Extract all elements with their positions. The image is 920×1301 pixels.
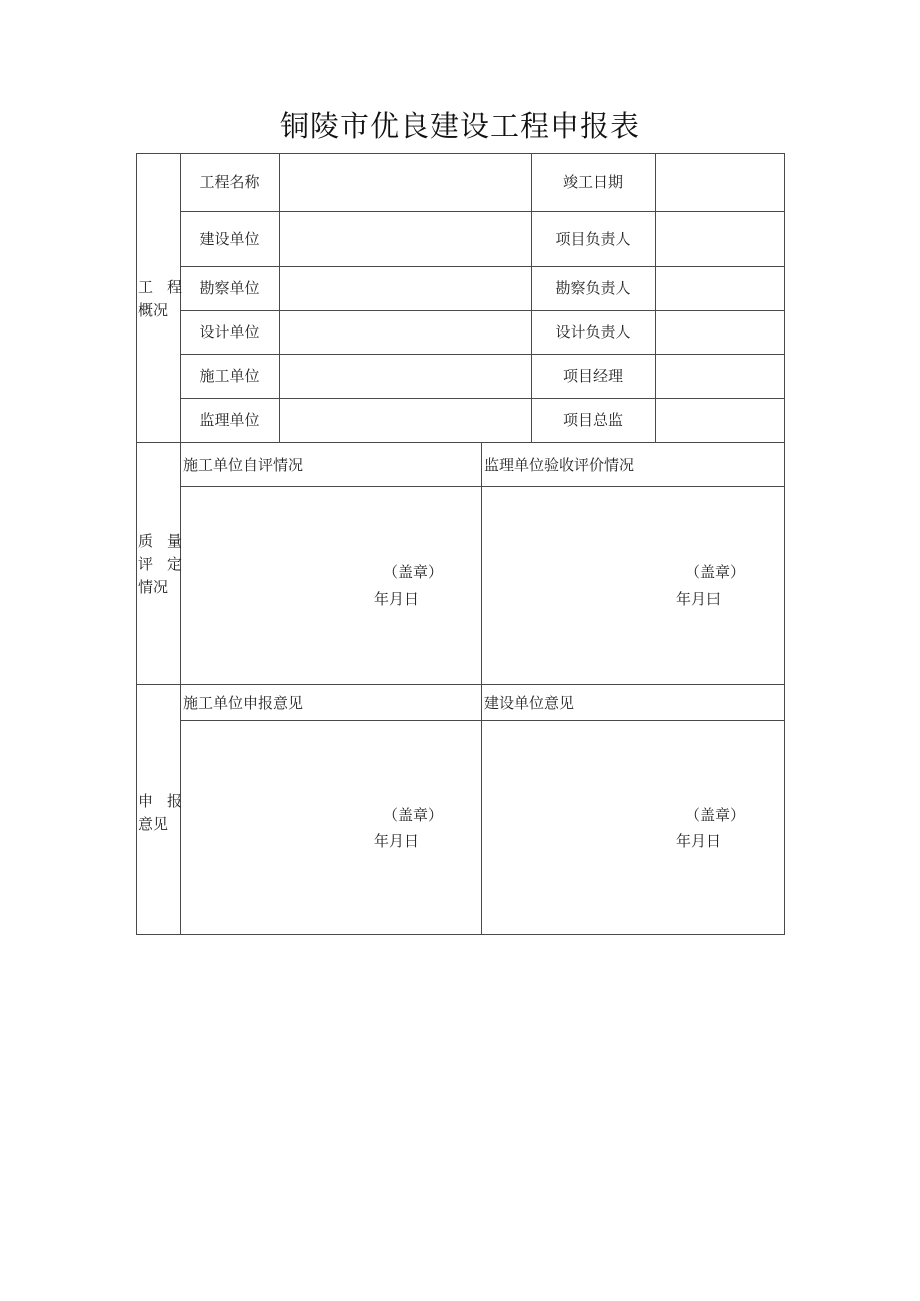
- contractor-opinion-header: 施工单位申报意见: [183, 694, 304, 712]
- design-lead-field[interactable]: [657, 312, 782, 353]
- contractor-self-eval-header: 施工单位自评情况: [183, 456, 304, 474]
- application-form-table: [136, 153, 785, 935]
- supervisor-date-label: 年月曰: [676, 590, 722, 608]
- section-label-line: 情况: [138, 578, 169, 596]
- row-divider: [180, 354, 785, 355]
- owner-opinion-area[interactable]: [483, 722, 783, 933]
- supervision-unit-label: 监理单位: [199, 411, 260, 429]
- project-manager-label: 项目负责人: [555, 230, 631, 248]
- table-border-bottom: [136, 934, 785, 935]
- section-label-line: 评 定: [138, 555, 182, 573]
- column-divider: [279, 153, 280, 442]
- contractor-opinion-seal-label: （盖章）: [383, 806, 444, 824]
- survey-lead-label: 勘察负责人: [555, 279, 631, 297]
- design-lead-label: 设计负责人: [555, 323, 631, 341]
- chief-supervisor-label: 项目总监: [562, 411, 623, 429]
- contractor-unit-field[interactable]: [281, 356, 529, 397]
- owner-opinion-header: 建设单位意见: [484, 694, 575, 712]
- site-manager-field[interactable]: [657, 356, 782, 397]
- contractor-date-label: 年月日: [374, 590, 420, 608]
- column-divider: [655, 153, 656, 442]
- column-divider: [481, 684, 482, 935]
- contractor-seal-label: （盖章）: [383, 563, 444, 581]
- construction-unit-label: 建设单位: [199, 230, 260, 248]
- table-border-top: [136, 153, 785, 154]
- section-label-line: 概况: [138, 301, 169, 319]
- row-divider: [180, 486, 785, 487]
- owner-seal-label: （盖章）: [685, 806, 746, 824]
- contractor-opinion-date-label: 年月日: [374, 832, 420, 850]
- form-title: 铜陵市优良建设工程申报表: [279, 109, 640, 143]
- survey-unit-label: 勘察单位: [199, 279, 260, 297]
- site-manager-label: 项目经理: [562, 367, 623, 385]
- row-divider: [180, 720, 785, 721]
- design-unit-label: 设计单位: [199, 323, 260, 341]
- completion-date-field[interactable]: [657, 155, 782, 210]
- quality-section-label: [138, 530, 182, 599]
- survey-unit-field[interactable]: [281, 268, 529, 309]
- project-name-label: 工程名称: [199, 173, 260, 191]
- construction-unit-field[interactable]: [281, 213, 529, 265]
- section-label-line: 工 程: [138, 278, 182, 296]
- section-label-line: 质 量: [138, 532, 182, 550]
- project-manager-field[interactable]: [657, 213, 782, 265]
- row-divider: [180, 266, 785, 267]
- design-unit-field[interactable]: [281, 312, 529, 353]
- contractor-unit-label: 施工单位: [199, 367, 260, 385]
- owner-date-label: 年月日: [676, 832, 722, 850]
- supervision-unit-field[interactable]: [281, 400, 529, 441]
- contractor-opinion-area[interactable]: [182, 722, 480, 933]
- section-divider: [136, 684, 785, 685]
- supervisor-acceptance-header: 监理单位验收评价情况: [484, 456, 635, 474]
- contractor-self-eval-area[interactable]: [182, 488, 480, 683]
- completion-date-label: 竣工日期: [562, 173, 623, 191]
- section-label-line: 意见: [138, 815, 169, 833]
- chief-supervisor-field[interactable]: [657, 400, 782, 441]
- row-divider: [180, 211, 785, 212]
- column-divider: [481, 442, 482, 684]
- table-border-left: [136, 153, 137, 935]
- row-divider: [180, 310, 785, 311]
- column-divider: [531, 153, 532, 442]
- section-divider: [136, 442, 785, 443]
- supervisor-acceptance-area[interactable]: [483, 488, 783, 683]
- section-label-line: 申 报: [138, 792, 182, 810]
- table-border-right: [784, 153, 785, 935]
- supervisor-seal-label: （盖章）: [685, 563, 746, 581]
- project-name-field[interactable]: [281, 155, 529, 210]
- opinion-section-label: [138, 790, 182, 836]
- row-divider: [180, 398, 785, 399]
- survey-lead-field[interactable]: [657, 268, 782, 309]
- overview-section-label: [138, 276, 182, 322]
